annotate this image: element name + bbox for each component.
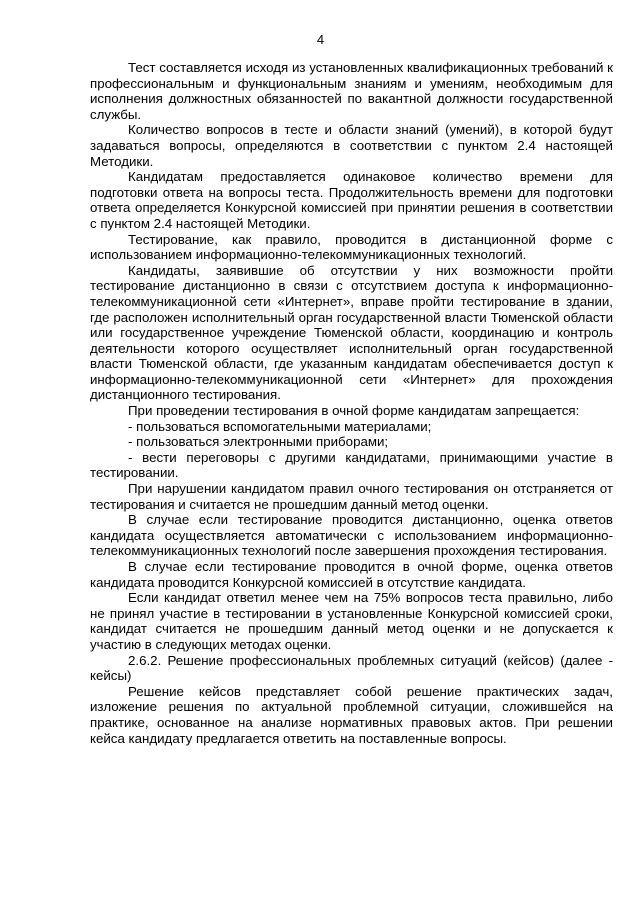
paragraph-pass-threshold: Если кандидат ответил менее чем на 75% вопросов теста правильно, либо не принял участие в тестировании в установленные Конкурсной комиссией сроки, кандидат считается не прошедшим данный метод оценки и не допускается к участию в следующих методах оценки. [90, 590, 613, 652]
paragraph-no-internet-access: Кандидаты, заявившие об отсутствии у них возможности пройти тестирование дистанционно в связи с отсутствием доступа к информационно-телекоммуникационной сети «Интернет», вправе пройти тестирование в здании, где расположен исполнительный орган государственной власти Тюменской области или государственное учреждение Тюменской области, координацию и контроль деятельности которого осуществляет исполнительный орган государственной власти Тюменской области, где указанным кандидатам обеспечивается доступ к информационно-телекоммуникационной сети «Интернет» для прохождения дистанционного тестирования. [90, 262, 613, 403]
document-body [90, 60, 613, 746]
section-heading-cases: 2.6.2. Решение профессиональных проблемных ситуаций (кейсов) (далее - кейсы) [90, 652, 613, 684]
paragraph-remote-form: Тестирование, как правило, проводится в дистанционной форме с использованием информационно-телекоммуникационных технологий. [90, 231, 613, 263]
paragraph-question-count: Количество вопросов в тесте и области знаний (умений), в которой будут задаваться вопросы, определяются в соответствии с пунктом 2.4 настоящей Методики. [90, 122, 613, 169]
paragraph-cases-description: Решение кейсов представляет собой решение практических задач, изложение решения по актуальной проблемной ситуации, сложившейся на практике, основанное на анализе нормативных правовых актов. При решении кейса кандидату предлагается ответить на поставленные вопросы. [90, 683, 613, 746]
list-item-electronic-devices: - пользоваться электронными приборами; [128, 434, 389, 450]
list-item-aux-materials: - пользоваться вспомогательными материалами; [128, 418, 432, 434]
page-number: 4 [316, 32, 325, 47]
paragraph-prohibitions-intro: При проведении тестирования в очной форме кандидатам запрещается: [128, 403, 580, 419]
paragraph-inperson-evaluation: В случае если тестирование проводится в очной форме, оценка ответов кандидата проводится Конкурсной комиссией в отсутствие кандидата. [90, 559, 613, 590]
paragraph-test-composition: Тест составляется исходя из установленных квалификационных требований к профессиональным и функциональным знаниям и умениям, необходимым для исполнения должностных обязанностей по вакантной должности государственной службы. [90, 60, 613, 122]
paragraph-rule-violation: При нарушении кандидатом правил очного тестирования он отстраняется от тестирования и считается не прошедшим данный метод оценки. [90, 481, 613, 512]
paragraph-time-allotment: Кандидатам предоставляется одинаковое количество времени для подготовки ответа на вопросы теста. Продолжительность времени для подготовки ответа определяется Конкурсной комиссией при принятии решения в соответствии с пунктом 2.4 настоящей Методики. [90, 169, 613, 231]
list-item-negotiations: - вести переговоры с другими кандидатами, принимающими участие в тестировании. [90, 449, 613, 481]
paragraph-remote-evaluation: В случае если тестирование проводится дистанционно, оценка ответов кандидата осуществляется автоматически с использованием информационно-телекоммуникационных технологий после завершения прохождения тестирования. [90, 512, 613, 559]
